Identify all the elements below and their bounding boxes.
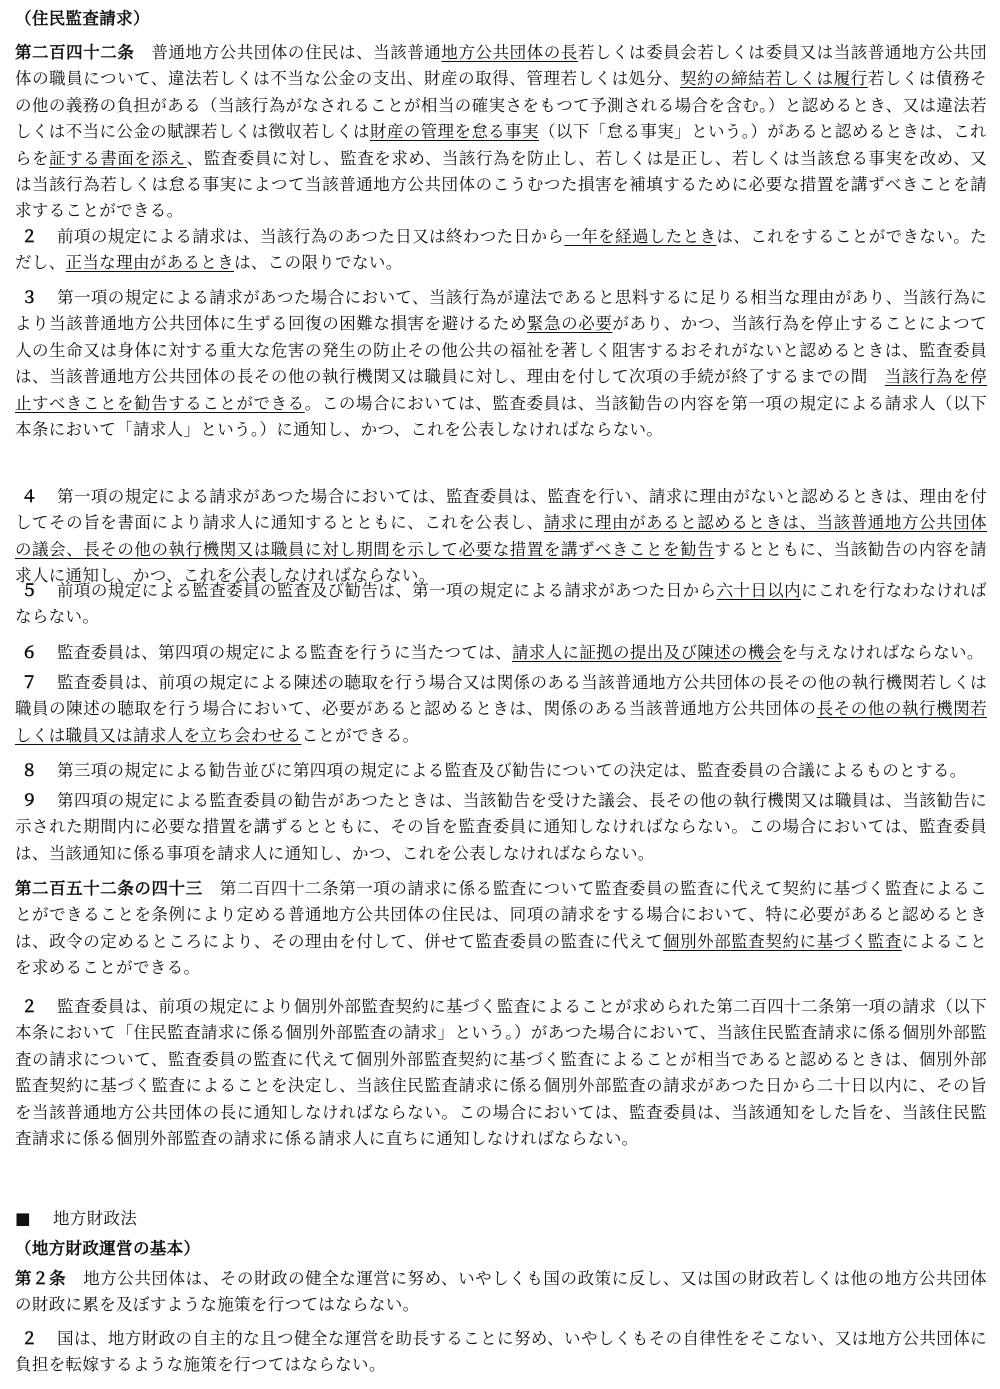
- paragraph-number: ５: [21, 581, 38, 600]
- law-title: 地方財政法: [52, 1209, 138, 1228]
- text-run: にこれを行なわなければならない。: [15, 581, 988, 627]
- article-252-43-paragraph-1: [15, 876, 987, 982]
- text-run: 監査委員は、前項の規定による陳述の聴取を行う場合又は関係のある当該普通地方公共団体の長その他の執行機関若しくは職員の陳述の聴取を行う場合において、必要があると認めるときは、関係のある当該普通地方公共団体の: [15, 673, 987, 719]
- underlined-text: 当該行為を停止すべきことを勧告することができる: [15, 367, 987, 413]
- text-run: 若しくは委員会若しくは委員又は当該普通地方公共団体の職員について、違法若しくは不当な公金の支出、財産の取得、管理若しくは処分、: [15, 43, 987, 89]
- underlined-text: 個別外部監査契約に基づく監査: [663, 931, 902, 951]
- law-title-row: [15, 1206, 987, 1232]
- paragraph-number: ７: [21, 673, 38, 692]
- text-run: するとともに、当該勧告の内容を請求人に通知し、かつ、これを公表しなければならない。: [15, 539, 987, 586]
- text-run: 第一項の規定による請求があつた場合において、当該行為が違法であると思料するに足りる相当な理由があり、当該行為により当該普通地方公共団体に生ずる回復の困難な損害を避けるため: [15, 288, 987, 334]
- text-run: 普通地方公共団体の住民は、当該普通: [134, 43, 442, 62]
- article-242-paragraph-7: [15, 670, 987, 749]
- underlined-text: 長その他の執行機関若しくは職員又は請求人を立ち会わせる: [15, 699, 988, 745]
- section-heading-local-finance-basics: （地方財政運営の基本）: [15, 1239, 201, 1258]
- text-run: 監査委員は、第四項の規定による監査を行うに当たつては、: [57, 643, 512, 662]
- underlined-text: 正当な理由があるとき: [65, 253, 235, 273]
- article-242-paragraph-2: [15, 224, 987, 277]
- text-run: 若しくは債務その他の義務の負担がある（当該行為がなされることが相当の確実さをもつて予測される場合を含む。）と認めるとき、又は違法若しくは不当に公金の賦課若しくは徴収若しくは: [15, 69, 987, 142]
- article-242-paragraph-6: [15, 640, 987, 666]
- article-242-paragraph-9: [15, 788, 987, 867]
- underlined-text: 請求に理由があると認めるときは、当該普通地方公共団体の議会、長その他の執行機関又は職員に対し期間を示して必要な措置を講ずべきことを勧告: [15, 513, 987, 559]
- text-run: 監査委員は、前項の規定により個別外部監査契約に基づく監査によることが求められた第二百四十二条第一項の請求（以下本条において「住民監査請求に係る個別外部監査の請求」という。）があつた場合において、当該住民監査請求に係る個別外部監査の請求について、監査委員の監査に代えて個別外部監査契約に基づく監査によることが相当であると認めるときは、個別外部監査契約に基づく監査によることを決定し、当該住民監査請求に係る個別外部監査の請求があつた日から二十日以内に、その旨を当該普通地方公共団体の長に通知しなければならない。この場合においては、監査委員は、当該通知をした旨を、当該住民監査請求に係る個別外部監査の請求に係る請求人に直ちに通知しなければならない。: [15, 997, 987, 1149]
- text-run: を与えなければならない。: [781, 643, 984, 662]
- underlined-text: 請求人に証拠の提出及び陳述の機会: [511, 643, 782, 662]
- article-242-paragraph-8: [15, 758, 987, 784]
- paragraph-number: ２: [21, 227, 38, 246]
- text-run: 地方公共団体は、その財政の健全な運営に努め、いやしくも国の政策に反し、又は国の財政若しくは他の地方公共団体の財政に累を及ぼすような施策を行つてはならない。: [15, 1269, 987, 1315]
- underlined-text: 一年を経過したとき: [564, 227, 717, 246]
- square-bullet-icon: ■: [15, 1209, 31, 1228]
- text-run: は、この限りでない。: [234, 253, 403, 273]
- article-label: 第２条: [15, 1269, 67, 1288]
- text-run: 前項の規定による請求は、当該行為のあつた日又は終わつた日から: [57, 227, 565, 246]
- article-2-paragraph-2: [15, 1326, 987, 1379]
- paragraph-number: ３: [21, 288, 38, 307]
- underlined-text: 緊急の必要: [527, 314, 613, 334]
- article-242-paragraph-3: [15, 285, 987, 443]
- underlined-text: 六十日以内: [716, 581, 802, 600]
- text-run: 第三項の規定による勧告並びに第四項の規定による監査及び勧告についての決定は、監査委員の合議によるものとする。: [57, 761, 967, 780]
- paragraph-number: ９: [21, 791, 38, 810]
- underlined-text: 地方公共団体の長: [441, 43, 578, 62]
- section-heading-resident-audit: （住民監査請求）: [15, 9, 150, 28]
- underlined-text: 財産の管理を怠る事実: [369, 122, 539, 142]
- paragraph-number: ８: [21, 761, 38, 780]
- text-run: 国は、地方財政の自主的な且つ健全な運営を助長することに努め、いやしくもその自律性をそこない、又は地方公共団体に負担を転嫁するような施策を行つてはならない。: [15, 1329, 987, 1375]
- text-run: によることを求めることができる。: [15, 931, 988, 978]
- article-label: 第二百四十二条: [15, 43, 135, 62]
- underlined-text: 契約の締結若しくは履行: [679, 69, 868, 89]
- text-run: 前項の規定による監査委員の監査及び勧告は、第一項の規定による請求があつた日から: [57, 581, 717, 600]
- paragraph-number: ２: [21, 1329, 38, 1348]
- text-run: があり、かつ、当該行為を停止することによつて人の生命又は身体に対する重大な危害の発生の防止その他公共の福祉を著しく阻害するおそれがないと認めるときは、監査委員は、当該普通地方公共団体の長その他の執行機関又は職員に対し、理由を付して次項の手続が終了するまでの間: [15, 314, 988, 387]
- article-242-paragraph-4: [15, 484, 987, 590]
- paragraph-number: ６: [21, 643, 38, 662]
- text-run: 、監査委員に対し、監査を求め、当該行為を防止し、若しくは是正し、若しくは当該怠る事実を改め、又は当該行為若しくは怠る事実によつて当該普通地方公共団体のこうむつた損害を補填するために必要な措置を講ずべきことを請求することができる。: [15, 148, 987, 221]
- text-run: 第一項の規定による請求があつた場合においては、監査委員は、監査を行い、請求に理由がないと認めるときは、理由を付してその旨を書面により請求人に通知するとともに、これを公表し、: [15, 487, 987, 533]
- text-run: ことができる。: [301, 725, 420, 745]
- text-run: 第二百四十二条第一項の請求に係る監査について監査委員の監査に代えて契約に基づく監査によることができることを条例により定める普通地方公共団体の住民は、同項の請求をする場合において、特に必要があると認めるときは、政令の定めるところにより、その理由を付して、併せて監査委員の監査に代えて: [15, 879, 987, 951]
- text-run: （以下「怠る事実」という。）があると認めるときは、これらを: [15, 122, 987, 168]
- text-run: は、これをすることができない。ただし、: [15, 227, 987, 273]
- article-242-paragraph-1: [15, 40, 987, 225]
- article-242-paragraph-5: [15, 578, 987, 631]
- article-2-paragraph-1: [15, 1266, 987, 1319]
- article-252-43-paragraph-2: [15, 994, 987, 1152]
- article-label: 第二百五十二条の四十三: [15, 879, 203, 898]
- text-run: 第四項の規定による監査委員の勧告があつたときは、当該勧告を受けた議会、長その他の執行機関又は職員は、当該勧告に示された期間内に必要な措置を講ずるとともに、その旨を監査委員に通知しなければならない。この場合においては、監査委員は、当該通知に係る事項を請求人に通知し、かつ、これを公表しなければならない。: [15, 791, 987, 863]
- paragraph-number: ４: [21, 487, 38, 506]
- text-run: 。この場合においては、監査委員は、当該勧告の内容を第一項の規定による請求人（以下本条において「請求人」という。）に通知し、かつ、これを公表しなければならない。: [15, 393, 988, 440]
- paragraph-number: ２: [21, 997, 38, 1016]
- underlined-text: 証する書面を添え: [49, 148, 187, 168]
